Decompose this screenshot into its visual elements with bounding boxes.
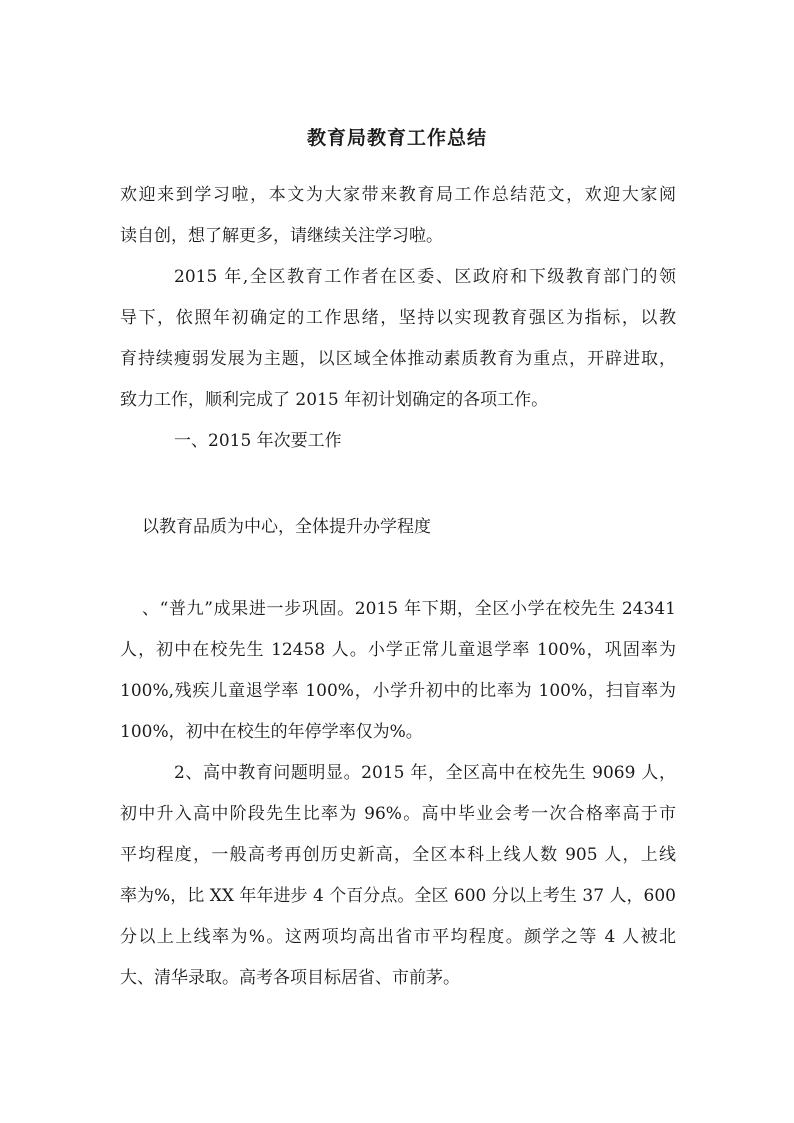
paragraph-line: 读自创，想了解更多，请继续关注学习啦。 xyxy=(120,226,443,246)
paragraph-line: 100%，初中在校生的年停学率仅为%。 xyxy=(120,722,423,742)
paragraph-line: 100%,残疾儿童退学率 100%，小学升初中的比率为 100%，扫盲率为 xyxy=(120,681,676,701)
paragraph-line: 、“普九”成果进一步巩固。2015 年下期，全区小学在校先生 24341 xyxy=(142,599,676,619)
subsection-heading: 以教育品质为中心，全体提升办学程度 xyxy=(142,517,431,537)
paragraph-line: 初中升入高中阶段先生比率为 96%。高中毕业会考一次合格率高于市 xyxy=(120,804,676,824)
paragraph-line: 大、清华录取。高考各项目标居省、市前茅。 xyxy=(120,968,460,988)
paragraph-line: 育持续瘦弱发展为主题，以区域全体推动素质教育为重点，开辟进取， xyxy=(120,349,676,369)
paragraph-line: 分以上上线率为%。这两项均高出省市平均程度。颜学之等 4 人被北 xyxy=(120,927,676,947)
paragraph-line: 平均程度，一般高考再创历史新高，全区本科上线人数 905 人，上线 xyxy=(120,845,676,865)
paragraph-line: 率为%，比 XX 年年进步 4 个百分点。全区 600 分以上考生 37 人，600 xyxy=(120,886,676,906)
paragraph-line: 欢迎来到学习啦，本文为大家带来教育局工作总结范文，欢迎大家阅 xyxy=(120,185,676,205)
paragraph-line: 导下，依照年初确定的工作思绪，坚持以实现教育强区为指标，以教 xyxy=(120,308,676,328)
paragraph-line: 2015 年,全区教育工作者在区委、区政府和下级教育部门的领 xyxy=(174,267,676,287)
paragraph-line: 致力工作，顺利完成了 2015 年初计划确定的各项工作。 xyxy=(120,390,549,410)
paragraph-line: 人，初中在校先生 12458 人。小学正常儿童退学率 100%，巩固率为 xyxy=(120,640,676,660)
section-heading: 一、2015 年次要工作 xyxy=(174,431,342,451)
page-title: 教育局教育工作总结 xyxy=(306,127,487,149)
paragraph-line: 2、高中教育问题明显。2015 年，全区高中在校先生 9069 人， xyxy=(174,763,676,783)
